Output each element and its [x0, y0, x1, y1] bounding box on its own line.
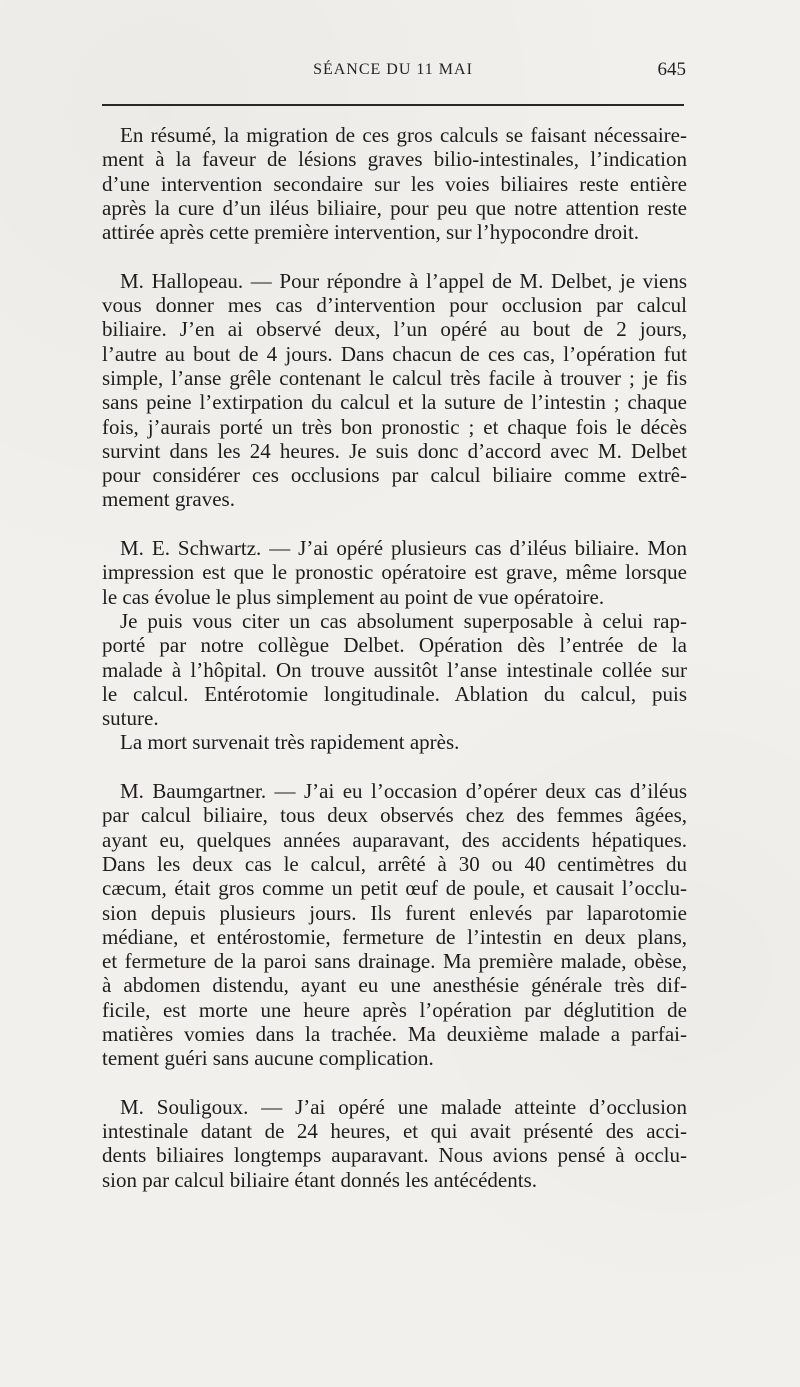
text-line: cæcum, était gros comme un petit œuf de poule, et causait l’occlu- [102, 876, 687, 901]
text-line: fois, j’aurais porté un très bon pronostic ; et chaque fois le décès [102, 414, 687, 439]
paragraph-schwartz-case [102, 609, 687, 730]
text-line: M. Souligoux. — J’ai opéré une malade atteinte d’occlusion [120, 1094, 687, 1119]
text-line: le cas évolue le plus simplement au point de vue opératoire. [102, 584, 605, 609]
text-line: vous donner mes cas d’intervention pour occlusion par calcul [102, 293, 687, 318]
running-header [100, 61, 686, 89]
paragraph-hallopeau [102, 269, 687, 512]
text-line: impression est que le pronostic opératoire est grave, même lorsque [102, 560, 687, 585]
text-line: La mort survenait très rapidement après. [120, 730, 460, 755]
text-line: l’autre au bout de 4 jours. Dans chacun de ces cas, l’opération fut [102, 341, 687, 366]
text-line: biliaire. J’en ai observé deux, l’un opéré au bout de 2 jours, [102, 317, 687, 342]
text-line: d’une intervention secondaire sur les voies biliaires reste entière [102, 171, 687, 196]
page-number: 645 [657, 59, 686, 80]
paragraph-schwartz [102, 536, 687, 609]
text-line: En résumé, la migration de ces gros calculs se faisant nécessaire- [120, 123, 687, 147]
text-line: mement graves. [102, 487, 235, 512]
text-line: à abdomen distendu, ayant eu une anesthésie générale très dif- [102, 973, 687, 998]
text-line: matières vomies dans la trachée. Ma deuxième malade a parfai- [102, 1021, 687, 1046]
paragraph-gap [102, 755, 687, 779]
text-line: M. Hallopeau. — Pour répondre à l’appel de M. Delbet, je viens [120, 268, 687, 293]
text-line: pour considérer ces occlusions par calcul biliaire comme extrê- [102, 463, 687, 488]
paragraph-resume [102, 123, 687, 244]
text-line: attirée après cette première intervention, sur l’hypocondre droit. [102, 220, 640, 245]
text-line: sion depuis plusieurs jours. Ils furent enlevés par laparotomie [102, 900, 687, 925]
text-line: porté par notre collègue Delbet. Opération dès l’entrée de la [102, 633, 687, 658]
paragraph-souligoux [102, 1095, 687, 1192]
body-text [102, 123, 687, 1192]
text-line: sion par calcul biliaire étant donnés les antécédents. [102, 1167, 538, 1192]
text-line: le calcul. Entérotomie longitudinale. Ablation du calcul, puis [102, 681, 687, 706]
text-line: sans peine l’extirpation du calcul et la suture de l’intestin ; chaque [102, 390, 687, 415]
text-line: et fermeture de la paroi sans drainage. Ma première malade, obèse, [102, 949, 687, 974]
text-line: ment à la faveur de lésions graves bilio-intestinales, l’indication [102, 147, 687, 172]
header-rule [102, 104, 684, 106]
text-line: suture. [102, 706, 159, 731]
text-line: M. E. Schwartz. — J’ai opéré plusieurs cas d’iléus biliaire. Mon [120, 536, 687, 561]
paragraph-baumgartner [102, 779, 687, 1071]
text-line: Dans les deux cas le calcul, arrêté à 30 ou 40 centimètres du [102, 851, 687, 876]
text-line: survint dans les 24 heures. Je suis donc d’accord avec M. Delbet [102, 438, 687, 463]
text-line: ayant eu, quelques années auparavant, des accidents hépatiques. [102, 827, 687, 852]
paragraph-gap [102, 512, 687, 536]
header-title: SÉANCE DU 11 MAI [313, 61, 473, 78]
text-line: M. Baumgartner. — J’ai eu l’occasion d’opérer deux cas d’iléus [120, 779, 687, 804]
text-line: dents biliaires longtemps auparavant. Nous avions pensé à occlu- [102, 1143, 687, 1168]
text-line: par calcul biliaire, tous deux observés chez des femmes âgées, [102, 803, 687, 828]
text-line: Je puis vous citer un cas absolument superposable à celui rap- [120, 608, 687, 633]
text-line: tement guéri sans aucune complication. [102, 1046, 434, 1071]
text-line: médiane, et entérostomie, fermeture de l’intestin en deux plans, [102, 924, 687, 949]
text-line: ficile, est morte une heure après l’opération par déglutition de [102, 997, 687, 1022]
text-line: intestinale datant de 24 heures, et qui avait présenté des acci- [102, 1119, 687, 1144]
text-line: après la cure d’un iléus biliaire, pour peu que notre attention reste [102, 195, 687, 220]
paragraph-gap [102, 244, 687, 268]
paragraph-gap [102, 1071, 687, 1095]
text-line: simple, l’anse grêle contenant le calcul très facile à trouver ; je fis [102, 365, 687, 390]
text-line: malade à l’hôpital. On trouve aussitôt l’anse intestinale collée sur [102, 657, 687, 682]
paragraph-schwartz-death [102, 730, 687, 754]
